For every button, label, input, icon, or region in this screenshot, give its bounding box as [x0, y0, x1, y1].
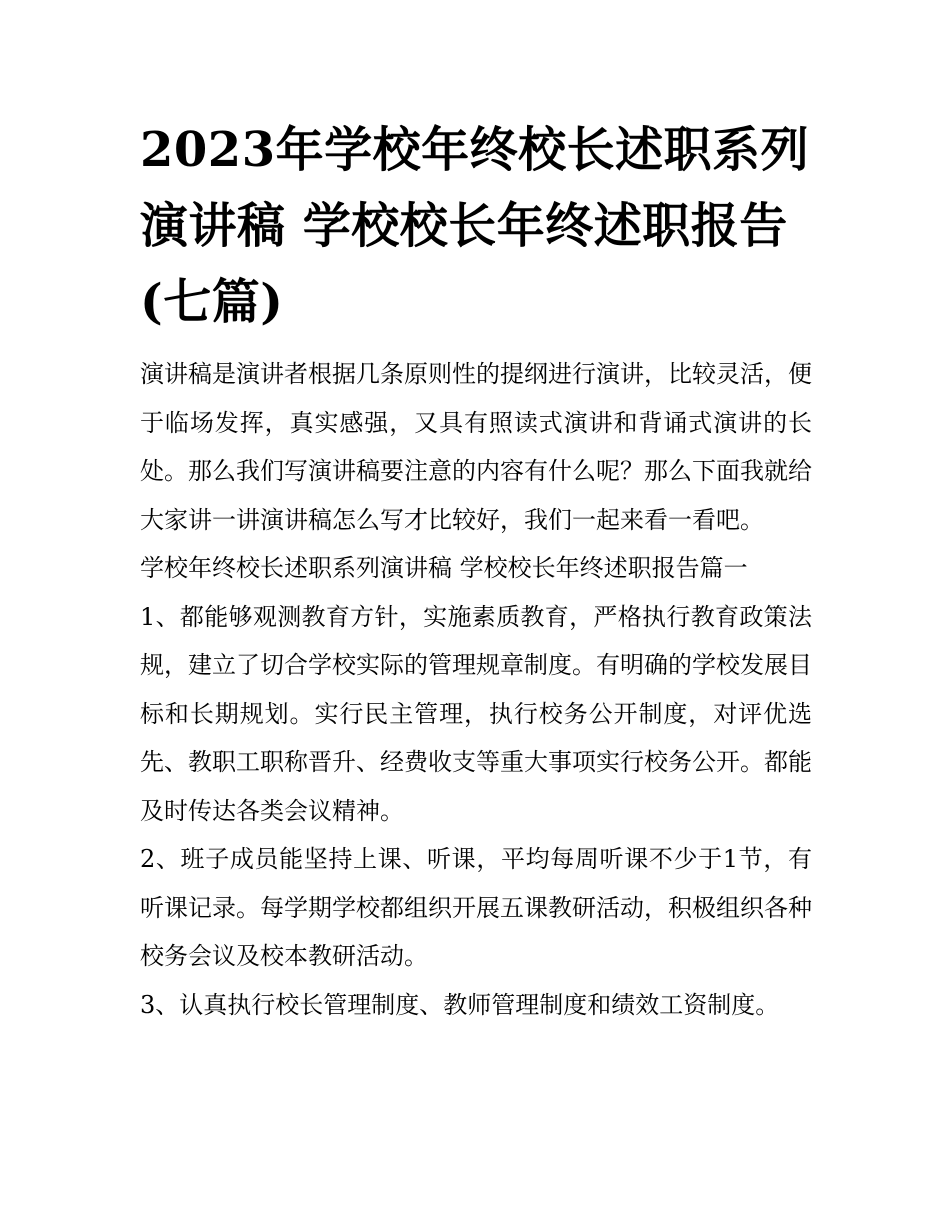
body-paragraph-2: 2、班子成员能坚持上课、听课，平均每周听课不少于1节，有听课记录。每学期学校都组织开展五课教研活动，积极组织各种校务会议及校本教研活动。: [140, 845, 812, 970]
body-paragraph-3: 3、认真执行校长管理制度、教师管理制度和绩效工资制度。: [140, 990, 780, 1019]
section-heading: 学校年终校长述职系列演讲稿 学校校长年终述职报告篇一: [140, 554, 748, 582]
document-title: 2023年学校年终校长述职系列演讲稿 学校校长年终述职报告(七篇): [140, 122, 810, 330]
body-paragraph-1: 1、都能够观测教育方针，实施素质教育，严格执行教育政策法规，建立了切合学校实际的管理规章制度。有明确的学校发展目标和长期规划。实行民主管理，执行校务公开制度，对评优选先、教职工职称晋升、经费收支等重大事项实行校务公开。都能及时传达各类会议精神。: [140, 602, 812, 825]
intro-paragraph: 演讲稿是演讲者根据几条原则性的提纲进行演讲，比较灵活，便于临场发挥，真实感强，又具有照读式演讲和背诵式演讲的长处。那么我们写演讲稿要注意的内容有什么呢？那么下面我就给大家讲一讲演讲稿怎么写才比较好，我们一起来看一看吧。: [140, 360, 812, 534]
document-page: [140, 112, 812, 1029]
